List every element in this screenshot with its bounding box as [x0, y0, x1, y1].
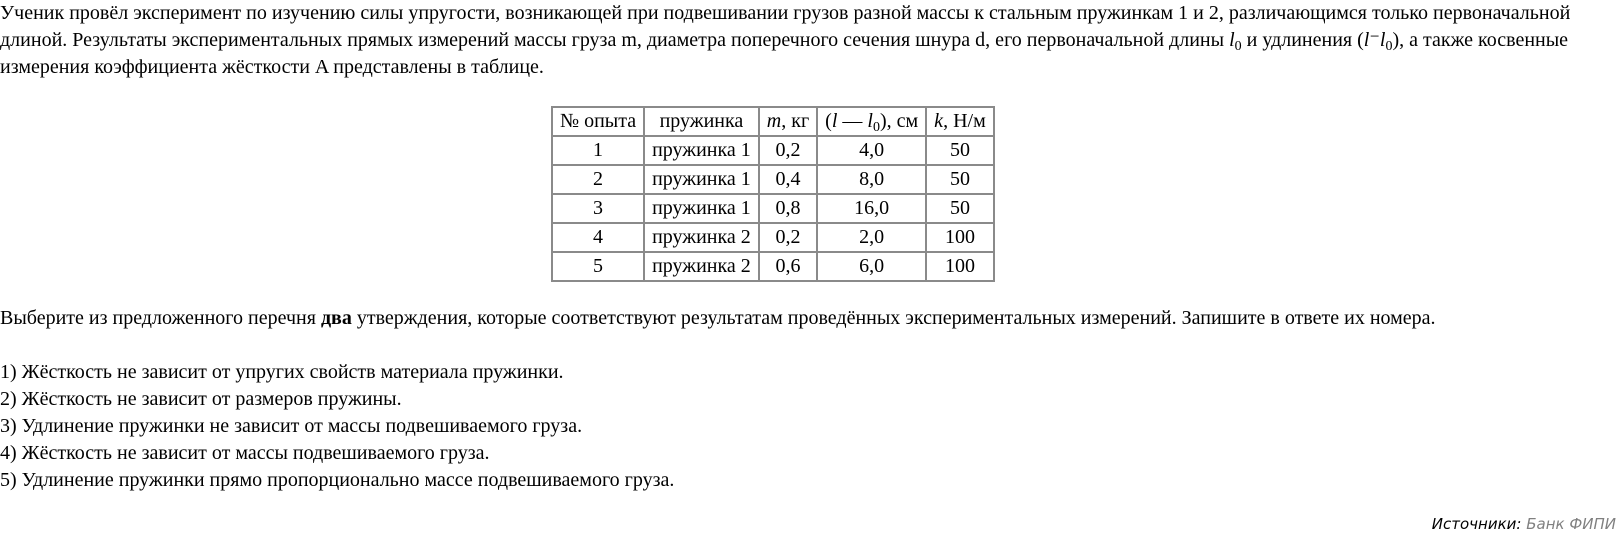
- cell-spring: пружинка 1: [644, 165, 759, 194]
- cell-stiffness: 50: [926, 165, 994, 194]
- cell-spring: пружинка 1: [644, 136, 759, 165]
- answer-options-list: [0, 359, 674, 494]
- cell-elongation: 2,0: [817, 223, 926, 252]
- source-link[interactable]: Банк ФИПИ: [1526, 515, 1616, 533]
- answer-option-2: 2) Жёсткость не зависит от размеров пружины.: [0, 388, 402, 410]
- intro-text-2: и удлинения: [1241, 29, 1358, 51]
- intro-text-1: Ученик провёл эксперимент по изучению силы упругости, возникающей при подвешивании грузов разной массы к стальным пружинкам 1 и 2, различающимся только первоначальной длиной. Результаты экспериментальных прямых измерений массы груза m, диаметра поперечного сечения шнура d, его первоначальной длины: [0, 2, 1571, 51]
- cell-mass: 0,6: [759, 252, 817, 281]
- problem-intro: [0, 0, 1610, 81]
- table-row: [552, 136, 994, 165]
- header-experiment-number: № опыта: [552, 107, 644, 136]
- source-label: Источники:: [1431, 515, 1522, 533]
- header-mass: m, кг: [759, 107, 817, 136]
- cell-elongation: 16,0: [817, 194, 926, 223]
- header-elongation: (l — $l_0$), см: [817, 107, 926, 136]
- cell-mass: 0,4: [759, 165, 817, 194]
- answer-option-5: 5) Удлинение пружинки прямо пропорционально массе подвешиваемого груза.: [0, 469, 675, 491]
- cell-experiment-number: 4: [552, 223, 644, 252]
- cell-mass: 0,2: [759, 136, 817, 165]
- emphasis-two: два: [320, 307, 352, 329]
- cell-mass: 0,8: [759, 194, 817, 223]
- cell-experiment-number: 1: [552, 136, 644, 165]
- table-row: [552, 223, 994, 252]
- answer-option-1: 1) Жёсткость не зависит от упругих свойств материала пружинки.: [0, 361, 564, 383]
- cell-experiment-number: 2: [552, 165, 644, 194]
- table-row: [552, 165, 994, 194]
- source-attribution: [1432, 514, 1616, 534]
- table-row: [552, 252, 994, 281]
- cell-elongation: 8,0: [817, 165, 926, 194]
- cell-spring: пружинка 1: [644, 194, 759, 223]
- cell-experiment-number: 3: [552, 194, 644, 223]
- cell-spring: пружинка 2: [644, 223, 759, 252]
- cell-spring: пружинка 2: [644, 252, 759, 281]
- header-stiffness: k, Н/м: [926, 107, 994, 136]
- cell-stiffness: 50: [926, 194, 994, 223]
- cell-mass: 0,2: [759, 223, 817, 252]
- cell-stiffness: 50: [926, 136, 994, 165]
- cell-stiffness: 100: [926, 223, 994, 252]
- elongation-formula: $(l^-l_0)$: [1357, 29, 1400, 54]
- answer-option-4: 4) Жёсткость не зависит от массы подвешиваемого груза.: [0, 442, 490, 464]
- question-prompt: Выберите из предложенного перечня два утверждения, которые соответствуют результатам проведённых экспериментальных измерений. Запишите в ответе их номера.: [0, 307, 1436, 329]
- cell-elongation: 4,0: [817, 136, 926, 165]
- table-row: [552, 194, 994, 223]
- cell-experiment-number: 5: [552, 252, 644, 281]
- cell-elongation: 6,0: [817, 252, 926, 281]
- answer-option-3: 3) Удлинение пружинки не зависит от массы подвешиваемого груза.: [0, 415, 583, 437]
- header-spring: пружинка: [644, 107, 759, 136]
- intro-text-3: , а также косвенные измерения коэффициента жёсткости A представлены в таблице.: [0, 29, 1569, 78]
- l0-symbol: $l_0$: [1229, 29, 1242, 54]
- measurements-table: [551, 106, 995, 282]
- cell-stiffness: 100: [926, 252, 994, 281]
- table-header-row: [552, 107, 994, 136]
